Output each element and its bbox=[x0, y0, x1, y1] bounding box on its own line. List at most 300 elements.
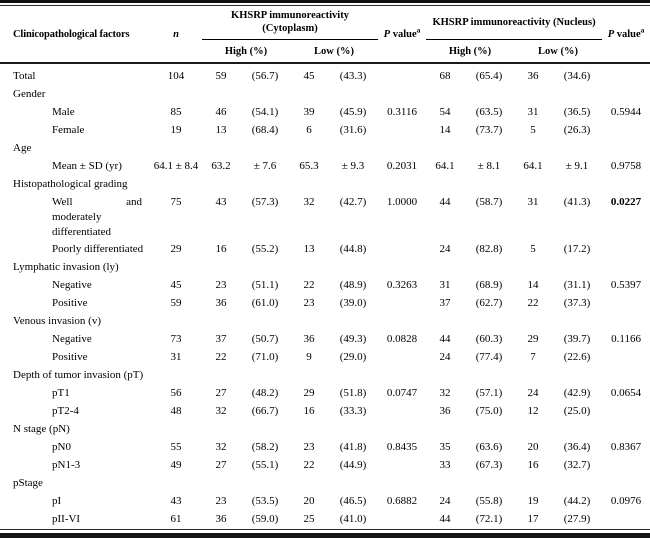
cell-nuc-high-count: 64.1 bbox=[435, 160, 455, 172]
cell-nuc-pvalue bbox=[602, 420, 650, 438]
cell-cyto-low-count: 39 bbox=[303, 106, 315, 118]
row-label: Male bbox=[52, 106, 75, 118]
cell-nuc-high-count: 32 bbox=[439, 387, 451, 399]
cell-cyto-high-count: 46 bbox=[215, 106, 227, 118]
cell-nuc-low-pct bbox=[552, 366, 602, 384]
row-label: Mean ± SD (yr) bbox=[52, 160, 122, 172]
cell-cyto-pvalue bbox=[378, 258, 426, 276]
cell-n: 59 bbox=[170, 297, 182, 309]
cell-nuc-high-count bbox=[426, 312, 464, 330]
cell-cyto-high-count: 22 bbox=[215, 351, 227, 363]
cell-cyto-low-pct: (44.8) bbox=[339, 243, 367, 255]
cell-nuc-low-pct: (25.0) bbox=[563, 405, 591, 417]
row-label: pN1-3 bbox=[52, 459, 81, 471]
cell-nuc-pvalue: 0.1166 bbox=[611, 333, 641, 345]
cell-cyto-low-count: 65.3 bbox=[299, 160, 319, 172]
cell-cyto-high-pct: (51.1) bbox=[251, 279, 279, 291]
row-label: Negative bbox=[52, 279, 92, 291]
cell-nuc-high-count: 68 bbox=[439, 70, 451, 82]
cell-cyto-pvalue bbox=[378, 294, 426, 312]
cell-nuc-low-pct bbox=[552, 312, 602, 330]
header-p-value-cytoplasm: P value$^a$ bbox=[383, 25, 421, 40]
row-label: pT1 bbox=[52, 387, 70, 399]
cell-cyto-pvalue: 0.0747 bbox=[386, 387, 418, 399]
cell-nuc-high-count: 44 bbox=[439, 333, 451, 345]
cell-cyto-low-count: 22 bbox=[303, 279, 315, 291]
cell-cyto-pvalue: 0.3263 bbox=[386, 279, 418, 291]
cell-n: 49 bbox=[170, 459, 182, 471]
cell-nuc-high-pct bbox=[464, 85, 514, 103]
cell-nuc-high-pct bbox=[464, 139, 514, 157]
cell-nuc-pvalue bbox=[602, 510, 650, 528]
cell-nuc-pvalue bbox=[602, 402, 650, 420]
row-label: Gender bbox=[13, 88, 46, 100]
cell-cyto-low-pct bbox=[328, 139, 378, 157]
cell-cyto-pvalue bbox=[378, 85, 426, 103]
cell-cyto-low-count: 25 bbox=[303, 513, 315, 525]
cell-cyto-high-pct: (55.2) bbox=[251, 243, 279, 255]
cell-nuc-pvalue: 0.8367 bbox=[610, 441, 642, 453]
cell-n: 45 bbox=[170, 279, 182, 291]
cell-nuc-low-count bbox=[514, 258, 552, 276]
cell-nuc-high-count bbox=[426, 474, 464, 492]
cell-nuc-high-pct: (68.9) bbox=[475, 279, 503, 291]
cell-n: 104 bbox=[167, 70, 185, 82]
cell-nuc-low-count: 36 bbox=[527, 70, 539, 82]
cell-cyto-low-pct: (39.0) bbox=[339, 297, 367, 309]
table-row bbox=[0, 510, 650, 528]
row-label: Total bbox=[13, 70, 36, 82]
cell-cyto-low-pct: (45.9) bbox=[339, 106, 367, 118]
cell-cyto-high-count: 59 bbox=[215, 70, 227, 82]
cell-nuc-low-count bbox=[514, 85, 552, 103]
cell-nuc-high-count: 44 bbox=[439, 196, 451, 208]
row-label: Positive bbox=[52, 297, 88, 309]
cell-n: 64.1 ± 8.4 bbox=[153, 160, 199, 172]
cell-nuc-low-pct bbox=[552, 474, 602, 492]
cell-cyto-high-pct: (50.7) bbox=[251, 333, 279, 345]
cell-nuc-high-pct: (62.7) bbox=[475, 297, 503, 309]
cell-nuc-pvalue bbox=[602, 240, 650, 258]
cell-cyto-high-pct bbox=[240, 258, 290, 276]
row-label: Histopathological grading bbox=[13, 178, 128, 190]
row-label: pT2-4 bbox=[52, 405, 79, 417]
cell-nuc-high-pct: (82.8) bbox=[475, 243, 503, 255]
row-label: Poorly differentiated bbox=[52, 243, 144, 255]
cell-nuc-high-count: 24 bbox=[439, 351, 451, 363]
cell-nuc-low-count: 19 bbox=[527, 495, 539, 507]
cell-cyto-low-pct: (51.8) bbox=[339, 387, 367, 399]
cell-cyto-low-count: 16 bbox=[303, 405, 315, 417]
cell-cyto-low-pct: (33.3) bbox=[339, 405, 367, 417]
header-factor: Clinicopathological factors bbox=[13, 28, 130, 40]
cell-n: 19 bbox=[170, 124, 182, 136]
cell-cyto-low-pct: (31.6) bbox=[339, 124, 367, 136]
cell-cyto-high-pct: (54.1) bbox=[251, 106, 279, 118]
cell-nuc-low-pct: (36.5) bbox=[563, 106, 591, 118]
cell-n: 29 bbox=[170, 243, 182, 255]
cell-nuc-low-count: 31 bbox=[527, 106, 539, 118]
cell-cyto-high-count: 32 bbox=[215, 405, 227, 417]
cell-nuc-high-pct: (73.7) bbox=[475, 124, 503, 136]
cell-nuc-high-count: 24 bbox=[439, 243, 451, 255]
cell-cyto-high-pct: (68.4) bbox=[251, 124, 279, 136]
cell-cyto-high-count bbox=[202, 474, 240, 492]
cell-n bbox=[150, 474, 202, 492]
cell-cyto-low-count bbox=[290, 366, 328, 384]
cell-cyto-high-count bbox=[202, 420, 240, 438]
cell-nuc-low-pct: (31.1) bbox=[563, 279, 591, 291]
row-label: N stage (pN) bbox=[13, 423, 70, 435]
cell-cyto-high-count bbox=[202, 175, 240, 193]
cell-nuc-low-pct: (27.9) bbox=[563, 513, 591, 525]
cell-cyto-low-count: 23 bbox=[303, 297, 315, 309]
cell-nuc-high-count bbox=[426, 258, 464, 276]
cell-nuc-low-pct bbox=[552, 420, 602, 438]
cell-cyto-pvalue: 1.0000 bbox=[386, 196, 418, 208]
cell-cyto-high-count bbox=[202, 85, 240, 103]
header-nuc-high: High (%) bbox=[448, 46, 492, 57]
cell-cyto-pvalue bbox=[378, 456, 426, 474]
cell-cyto-low-pct bbox=[328, 366, 378, 384]
clinicopathological-table bbox=[0, 6, 650, 528]
table-row bbox=[0, 121, 650, 139]
cell-cyto-low-count bbox=[290, 420, 328, 438]
cell-cyto-high-count: 32 bbox=[215, 441, 227, 453]
cell-nuc-low-pct: (22.6) bbox=[563, 351, 591, 363]
cell-nuc-pvalue bbox=[602, 85, 650, 103]
cell-cyto-low-pct bbox=[328, 175, 378, 193]
cell-cyto-high-count bbox=[202, 258, 240, 276]
cell-cyto-high-pct bbox=[240, 85, 290, 103]
cell-nuc-low-count bbox=[514, 474, 552, 492]
cell-nuc-high-count: 37 bbox=[439, 297, 451, 309]
header-cyto-low: Low (%) bbox=[314, 46, 354, 57]
cell-cyto-low-count: 20 bbox=[303, 495, 315, 507]
row-label: Age bbox=[13, 142, 32, 154]
cell-n: 75 bbox=[170, 196, 182, 208]
cell-nuc-pvalue: 0.0654 bbox=[610, 387, 642, 399]
cell-nuc-high-count bbox=[426, 139, 464, 157]
cell-nuc-high-pct bbox=[464, 175, 514, 193]
cell-cyto-low-count: 32 bbox=[303, 196, 315, 208]
cell-cyto-high-count: 43 bbox=[215, 196, 227, 208]
cell-cyto-high-pct bbox=[240, 312, 290, 330]
table-row bbox=[0, 157, 650, 175]
cell-nuc-pvalue: 0.0976 bbox=[610, 495, 642, 507]
header-p-value-nucleus: P value$^a$ bbox=[607, 25, 645, 40]
cell-nuc-high-pct bbox=[464, 312, 514, 330]
cell-cyto-pvalue bbox=[378, 240, 426, 258]
cell-cyto-low-pct: (46.5) bbox=[339, 495, 367, 507]
row-label: Depth of tumor invasion (pT) bbox=[13, 369, 144, 381]
cell-cyto-low-pct: (48.9) bbox=[339, 279, 367, 291]
table-row bbox=[0, 330, 650, 348]
cell-nuc-high-pct: (57.1) bbox=[475, 387, 503, 399]
header-cyto-high: High (%) bbox=[224, 46, 268, 57]
row-label: Well and moderately differentiated bbox=[52, 196, 142, 238]
cell-n: 56 bbox=[170, 387, 182, 399]
cell-cyto-low-count bbox=[290, 85, 328, 103]
cell-nuc-high-pct: (63.5) bbox=[475, 106, 503, 118]
cell-cyto-low-count: 36 bbox=[303, 333, 315, 345]
cell-nuc-low-pct: (34.6) bbox=[563, 70, 591, 82]
row-label: pII-VI bbox=[52, 513, 81, 525]
cell-cyto-high-count bbox=[202, 366, 240, 384]
cell-nuc-high-pct: (55.8) bbox=[475, 495, 503, 507]
table-row bbox=[0, 294, 650, 312]
cell-cyto-low-count bbox=[290, 312, 328, 330]
cell-nuc-pvalue bbox=[602, 456, 650, 474]
cell-n: 31 bbox=[170, 351, 182, 363]
cell-cyto-low-count: 22 bbox=[303, 459, 315, 471]
cell-nuc-low-pct: (36.4) bbox=[563, 441, 591, 453]
cell-cyto-high-pct: (53.5) bbox=[251, 495, 279, 507]
cell-nuc-high-pct: (75.0) bbox=[475, 405, 503, 417]
cell-nuc-low-count: 16 bbox=[527, 459, 539, 471]
cell-n bbox=[150, 175, 202, 193]
cell-cyto-low-pct: (49.3) bbox=[339, 333, 367, 345]
cell-cyto-pvalue bbox=[378, 175, 426, 193]
cell-nuc-pvalue bbox=[602, 121, 650, 139]
cell-nuc-low-count: 64.1 bbox=[523, 160, 543, 172]
cell-nuc-pvalue bbox=[602, 474, 650, 492]
table-row bbox=[0, 175, 650, 193]
cell-cyto-low-pct bbox=[328, 312, 378, 330]
cell-cyto-high-pct: (66.7) bbox=[251, 405, 279, 417]
cell-nuc-high-count: 44 bbox=[439, 513, 451, 525]
cell-nuc-high-pct: (72.1) bbox=[475, 513, 503, 525]
cell-nuc-high-pct: (77.4) bbox=[475, 351, 503, 363]
cell-cyto-low-pct: (44.9) bbox=[339, 459, 367, 471]
cell-nuc-pvalue bbox=[602, 312, 650, 330]
row-label: Negative bbox=[52, 333, 92, 345]
table-row bbox=[0, 474, 650, 492]
cell-cyto-pvalue bbox=[378, 312, 426, 330]
table-row bbox=[0, 85, 650, 103]
cell-cyto-high-pct: ± 7.6 bbox=[253, 160, 277, 172]
cell-cyto-pvalue bbox=[378, 420, 426, 438]
cell-cyto-high-pct: (55.1) bbox=[251, 459, 279, 471]
cell-n bbox=[150, 139, 202, 157]
cell-nuc-low-count bbox=[514, 366, 552, 384]
cell-cyto-pvalue: 0.3116 bbox=[387, 106, 417, 118]
cell-nuc-low-pct: (44.2) bbox=[563, 495, 591, 507]
cell-cyto-low-pct: (43.3) bbox=[339, 70, 367, 82]
cell-cyto-low-count: 23 bbox=[303, 441, 315, 453]
cell-cyto-high-pct bbox=[240, 139, 290, 157]
cell-cyto-high-count: 16 bbox=[215, 243, 227, 255]
cell-cyto-low-count: 45 bbox=[303, 70, 315, 82]
cell-nuc-low-pct: (32.7) bbox=[563, 459, 591, 471]
cell-cyto-high-count bbox=[202, 139, 240, 157]
cell-nuc-high-count: 33 bbox=[439, 459, 451, 471]
cell-cyto-pvalue bbox=[378, 348, 426, 366]
cell-cyto-low-count bbox=[290, 175, 328, 193]
cell-nuc-pvalue bbox=[602, 175, 650, 193]
table-row bbox=[0, 492, 650, 510]
cell-n: 55 bbox=[170, 441, 182, 453]
cell-n: 61 bbox=[170, 513, 182, 525]
table-row bbox=[0, 258, 650, 276]
cell-nuc-high-pct bbox=[464, 258, 514, 276]
cell-n: 73 bbox=[170, 333, 182, 345]
cell-nuc-low-count bbox=[514, 420, 552, 438]
cell-n bbox=[150, 85, 202, 103]
cell-nuc-low-count bbox=[514, 139, 552, 157]
cell-cyto-low-pct: ± 9.3 bbox=[341, 160, 365, 172]
cell-n: 43 bbox=[170, 495, 182, 507]
cell-cyto-pvalue bbox=[378, 366, 426, 384]
cell-cyto-low-count: 29 bbox=[303, 387, 315, 399]
cell-nuc-low-pct bbox=[552, 85, 602, 103]
cell-nuc-low-pct: (42.9) bbox=[563, 387, 591, 399]
cell-nuc-high-pct bbox=[464, 420, 514, 438]
table-row bbox=[0, 139, 650, 157]
cell-n bbox=[150, 420, 202, 438]
header-nuc-low: Low (%) bbox=[538, 46, 579, 57]
table-row bbox=[0, 456, 650, 474]
cell-cyto-pvalue bbox=[378, 63, 426, 85]
cell-cyto-pvalue bbox=[378, 402, 426, 420]
cell-cyto-low-pct bbox=[328, 420, 378, 438]
cell-nuc-pvalue bbox=[602, 139, 650, 157]
cell-cyto-pvalue bbox=[378, 121, 426, 139]
cell-nuc-high-pct: (65.4) bbox=[475, 70, 503, 82]
cell-cyto-pvalue: 0.6882 bbox=[386, 495, 418, 507]
row-label: Positive bbox=[52, 351, 88, 363]
cell-nuc-low-count: 20 bbox=[527, 441, 539, 453]
row-label: Venous invasion (v) bbox=[13, 315, 101, 327]
cell-nuc-low-pct: (26.3) bbox=[563, 124, 591, 136]
cell-cyto-low-count: 9 bbox=[306, 351, 312, 363]
cell-nuc-low-pct: (37.3) bbox=[563, 297, 591, 309]
cell-nuc-low-count: 7 bbox=[530, 351, 536, 363]
cell-cyto-low-pct bbox=[328, 474, 378, 492]
cell-cyto-pvalue bbox=[378, 139, 426, 157]
cell-nuc-pvalue bbox=[602, 294, 650, 312]
cell-nuc-low-pct: (41.3) bbox=[563, 196, 591, 208]
cell-nuc-high-pct: (58.7) bbox=[475, 196, 503, 208]
cell-nuc-high-count bbox=[426, 85, 464, 103]
row-label: pStage bbox=[13, 477, 43, 489]
cell-cyto-low-pct: (42.7) bbox=[339, 196, 367, 208]
cell-nuc-pvalue: 0.9758 bbox=[610, 160, 642, 172]
cell-n: 85 bbox=[170, 106, 182, 118]
cell-cyto-high-count: 23 bbox=[215, 495, 227, 507]
cell-cyto-pvalue: 0.0828 bbox=[386, 333, 418, 345]
cell-nuc-high-pct bbox=[464, 366, 514, 384]
bottom-rule-thick bbox=[0, 533, 650, 538]
cell-nuc-high-count: 31 bbox=[439, 279, 451, 291]
cell-cyto-pvalue: 0.2031 bbox=[386, 160, 418, 172]
cell-nuc-low-pct bbox=[552, 258, 602, 276]
cell-nuc-pvalue bbox=[602, 348, 650, 366]
table-body bbox=[0, 63, 650, 528]
cell-cyto-low-pct bbox=[328, 258, 378, 276]
cell-nuc-low-count: 5 bbox=[530, 124, 536, 136]
cell-cyto-low-count bbox=[290, 474, 328, 492]
cell-n bbox=[150, 366, 202, 384]
cell-nuc-low-pct: (17.2) bbox=[563, 243, 591, 255]
cell-cyto-high-pct: (71.0) bbox=[251, 351, 279, 363]
cell-n bbox=[150, 312, 202, 330]
cell-nuc-low-count: 22 bbox=[527, 297, 539, 309]
table-row bbox=[0, 402, 650, 420]
cell-nuc-low-count bbox=[514, 312, 552, 330]
cell-n: 48 bbox=[170, 405, 182, 417]
table-row bbox=[0, 438, 650, 456]
cell-nuc-high-count bbox=[426, 420, 464, 438]
header-n: n bbox=[173, 28, 179, 40]
cell-cyto-high-pct: (59.0) bbox=[251, 513, 279, 525]
cell-cyto-high-count: 13 bbox=[215, 124, 227, 136]
cell-nuc-pvalue bbox=[602, 366, 650, 384]
table-row bbox=[0, 276, 650, 294]
cell-cyto-high-count: 63.2 bbox=[211, 160, 231, 172]
cell-cyto-high-pct bbox=[240, 175, 290, 193]
table-row bbox=[0, 312, 650, 330]
cell-nuc-pvalue: 0.5944 bbox=[610, 106, 642, 118]
cell-nuc-high-count: 36 bbox=[439, 405, 451, 417]
row-label: pN0 bbox=[52, 441, 71, 453]
cell-nuc-low-count: 12 bbox=[527, 405, 539, 417]
cell-cyto-high-pct: (48.2) bbox=[251, 387, 279, 399]
row-label: pI bbox=[52, 495, 62, 507]
cell-nuc-high-count: 54 bbox=[439, 106, 451, 118]
cell-nuc-low-pct: ± 9.1 bbox=[565, 160, 589, 172]
cell-cyto-high-pct bbox=[240, 366, 290, 384]
cell-cyto-pvalue: 0.8435 bbox=[386, 441, 418, 453]
table-row bbox=[0, 420, 650, 438]
cell-nuc-low-count bbox=[514, 175, 552, 193]
cell-nuc-high-pct bbox=[464, 474, 514, 492]
cell-cyto-high-count: 27 bbox=[215, 387, 227, 399]
cell-cyto-high-count: 36 bbox=[215, 297, 227, 309]
cell-cyto-low-pct: (41.0) bbox=[339, 513, 367, 525]
cell-cyto-low-pct: (29.0) bbox=[339, 351, 367, 363]
cell-nuc-high-count bbox=[426, 366, 464, 384]
cell-cyto-low-count: 6 bbox=[306, 124, 312, 136]
cell-nuc-high-count: 14 bbox=[439, 124, 451, 136]
table-row bbox=[0, 63, 650, 85]
cell-n bbox=[150, 258, 202, 276]
cell-cyto-low-count: 13 bbox=[303, 243, 315, 255]
table-row bbox=[0, 348, 650, 366]
cell-nuc-low-count: 5 bbox=[530, 243, 536, 255]
cell-cyto-low-count bbox=[290, 258, 328, 276]
cell-nuc-low-count: 14 bbox=[527, 279, 539, 291]
cell-cyto-pvalue bbox=[378, 474, 426, 492]
cell-nuc-high-count: 35 bbox=[439, 441, 451, 453]
cell-nuc-pvalue bbox=[602, 63, 650, 85]
table-row bbox=[0, 240, 650, 258]
cell-cyto-high-pct bbox=[240, 474, 290, 492]
cell-cyto-high-count: 36 bbox=[215, 513, 227, 525]
cell-nuc-low-count: 24 bbox=[527, 387, 539, 399]
table-row bbox=[0, 103, 650, 121]
cell-nuc-high-pct: (60.3) bbox=[475, 333, 503, 345]
cell-nuc-high-count: 24 bbox=[439, 495, 451, 507]
cell-cyto-high-pct: (61.0) bbox=[251, 297, 279, 309]
cell-cyto-pvalue bbox=[378, 510, 426, 528]
table-row bbox=[0, 384, 650, 402]
table-row bbox=[0, 366, 650, 384]
cell-nuc-low-pct bbox=[552, 175, 602, 193]
cell-cyto-high-pct: (56.7) bbox=[251, 70, 279, 82]
cell-nuc-high-pct: ± 8.1 bbox=[477, 160, 501, 172]
cell-cyto-high-pct: (57.3) bbox=[251, 196, 279, 208]
